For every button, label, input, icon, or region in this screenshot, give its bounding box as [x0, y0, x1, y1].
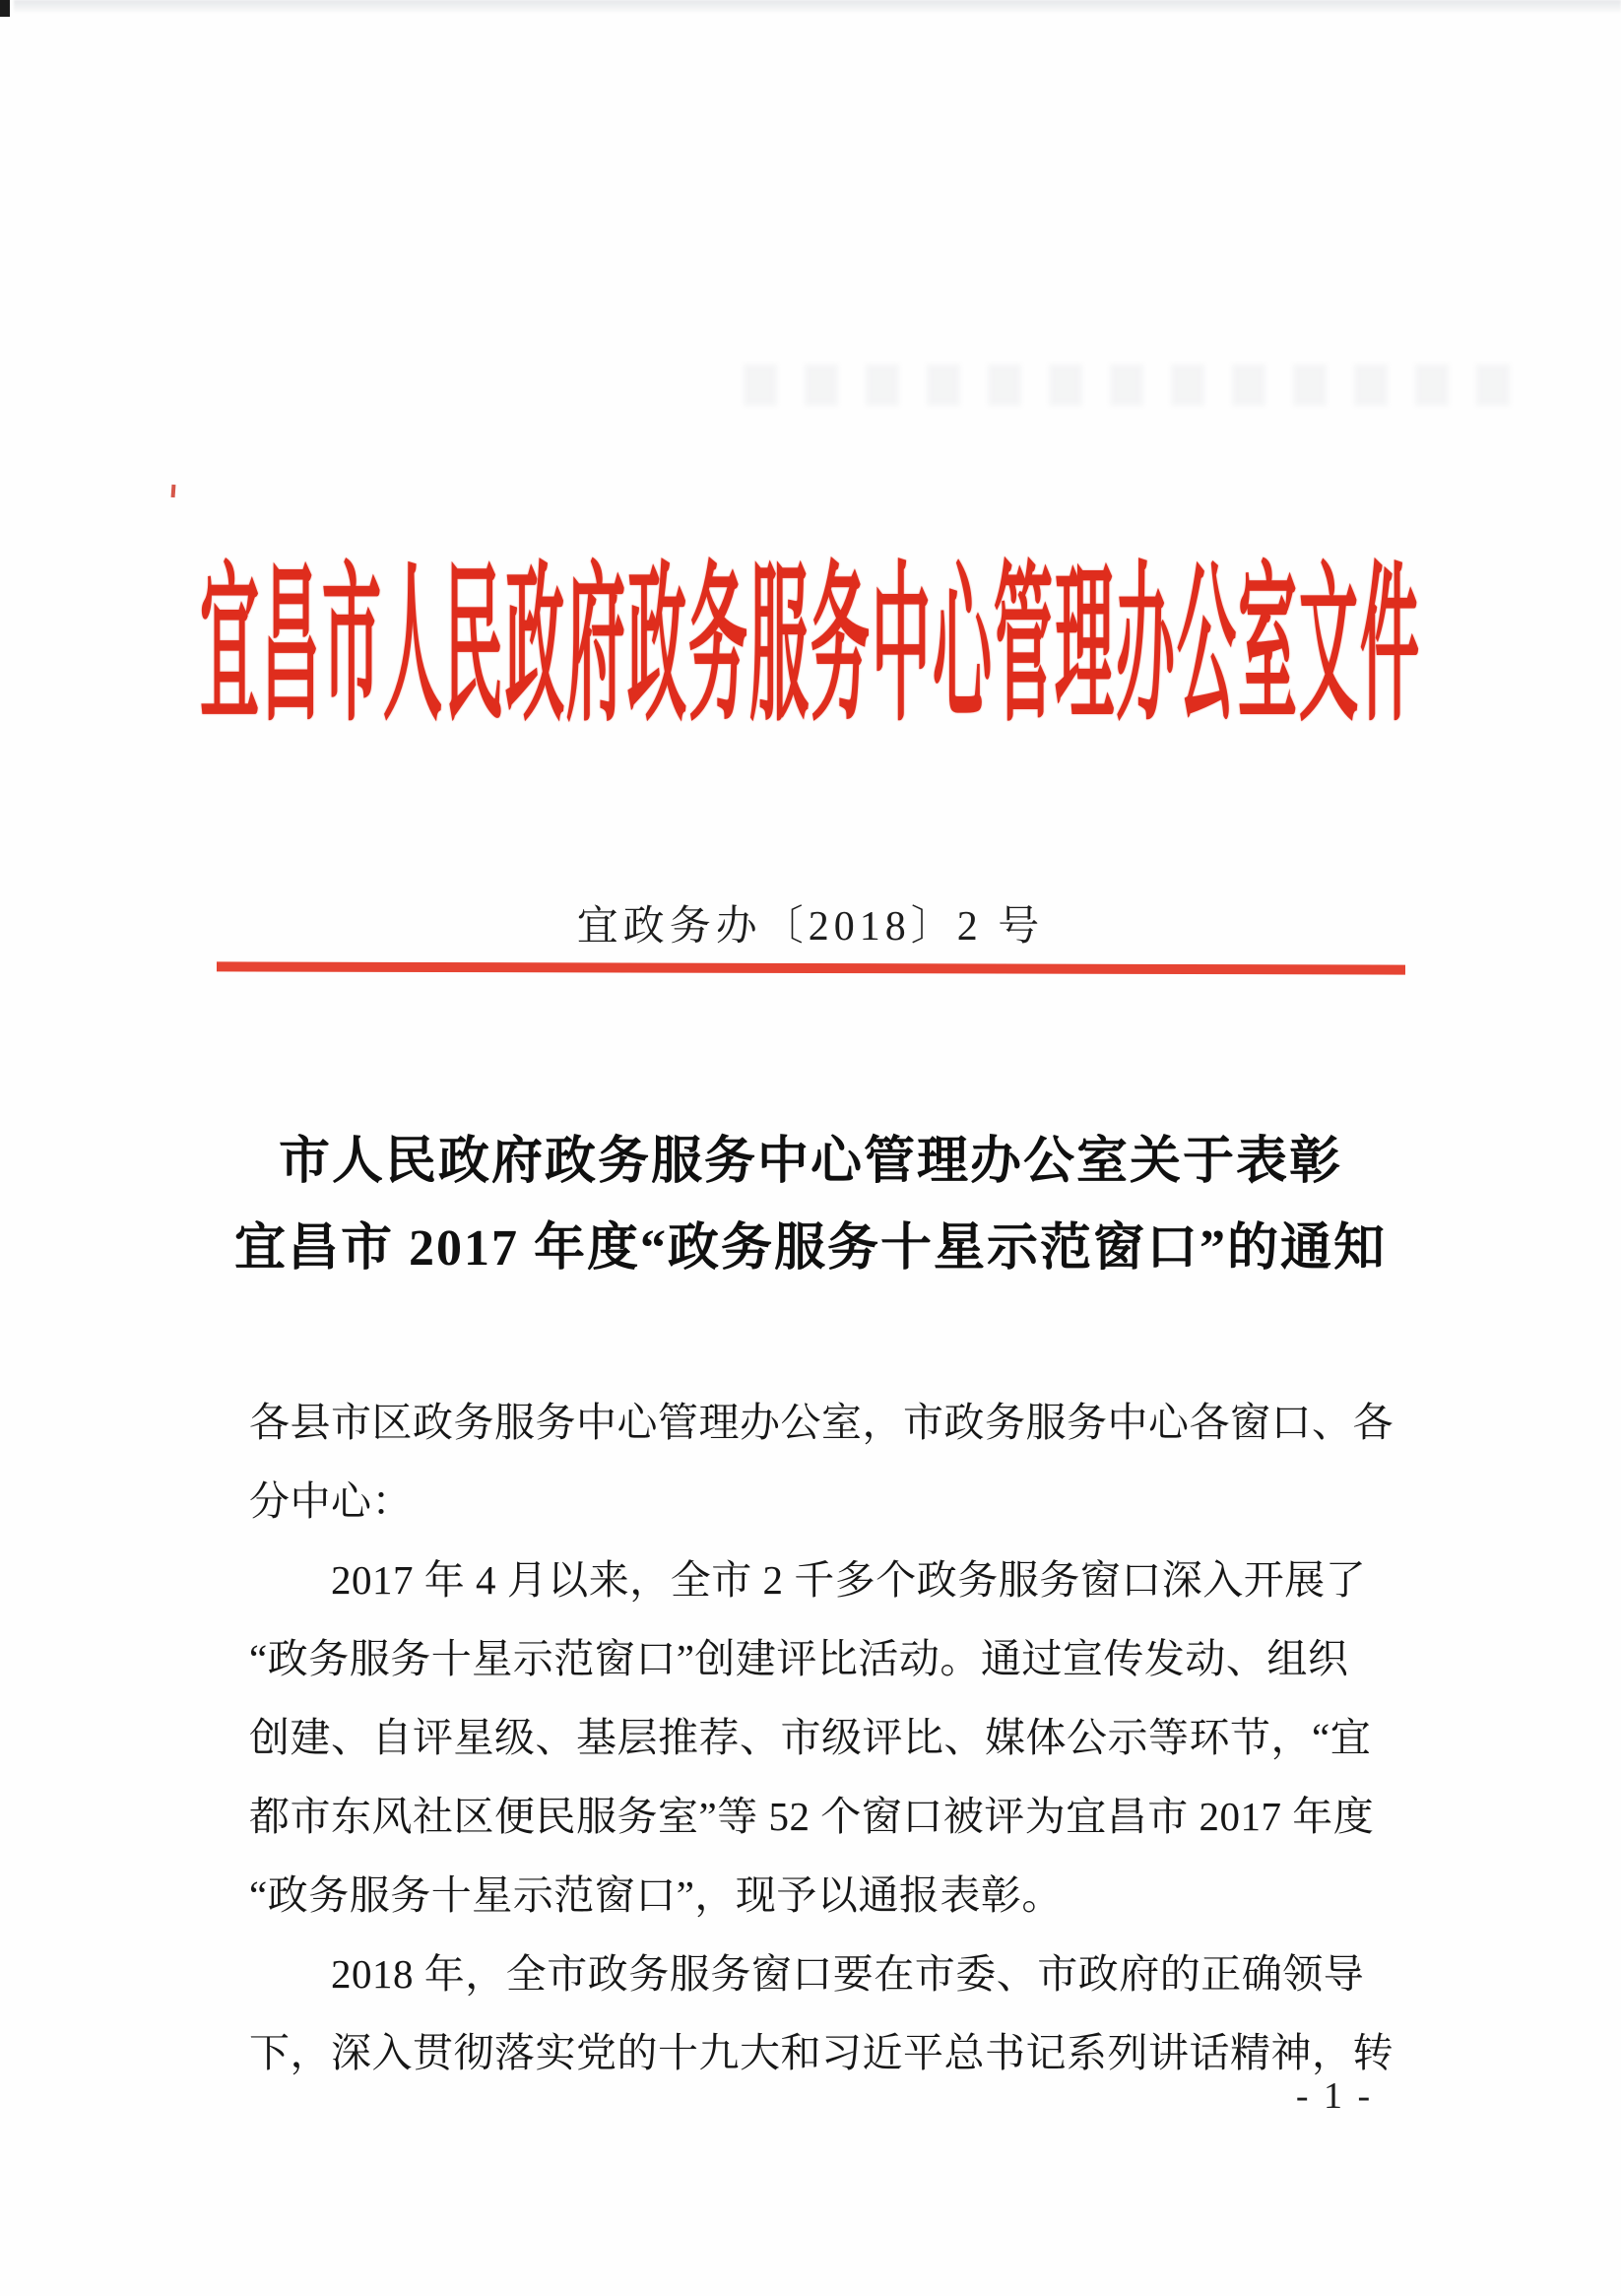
scan-bleedthrough-artifact [744, 364, 1531, 406]
agency-masthead [0, 553, 1621, 742]
notice-body [249, 1383, 1392, 2092]
scan-top-edge-artifact [14, 0, 1621, 13]
agency-title: 宜昌市人民政府政务服务中心管理办公室文件 [200, 553, 1421, 742]
body-line: 创建、自评星级、基层推荐、市级评比、媒体公示等环节，“宜 [249, 1715, 1372, 1760]
scan-corner-artifact [0, 0, 10, 17]
body-line: 各县市区政务服务中心管理办公室，市政务服务中心各窗口、各 [249, 1400, 1394, 1445]
body-line: 都市东风社区便民服务室”等 52 个窗口被评为宜昌市 2017 年度 [249, 1794, 1375, 1839]
red-divider-line [217, 961, 1405, 974]
body-line: “政务服务十星示范窗口”创建评比活动。通过宣传发动、组织 [249, 1636, 1349, 1681]
notice-title [0, 1119, 1621, 1292]
notice-title-line2: 宜昌市 2017 年度“政务服务十星示范窗口”的通知 [233, 1220, 1387, 1277]
body-line: 2018 年，全市政务服务窗口要在市委、市政府的正确领导 [249, 1951, 1365, 1997]
body-line: 下，深入贯彻落实党的十九大和习近平总书记系列讲话精神，转 [249, 2030, 1394, 2075]
body-line: 2017 年 4 月以来，全市 2 千多个政务服务窗口深入开展了 [249, 1557, 1367, 1603]
body-line: “政务服务十星示范窗口”，现予以通报表彰。 [249, 1872, 1063, 1918]
page-number: - 1 - [1295, 2075, 1374, 2117]
scan-red-speck-artifact [171, 485, 176, 497]
doc-number: 宜政务办〔2018〕2 号 [576, 904, 1045, 950]
notice-title-line1: 市人民政府政务服务中心管理办公室关于表彰 [278, 1134, 1342, 1190]
body-line: 分中心： [249, 1478, 413, 1524]
